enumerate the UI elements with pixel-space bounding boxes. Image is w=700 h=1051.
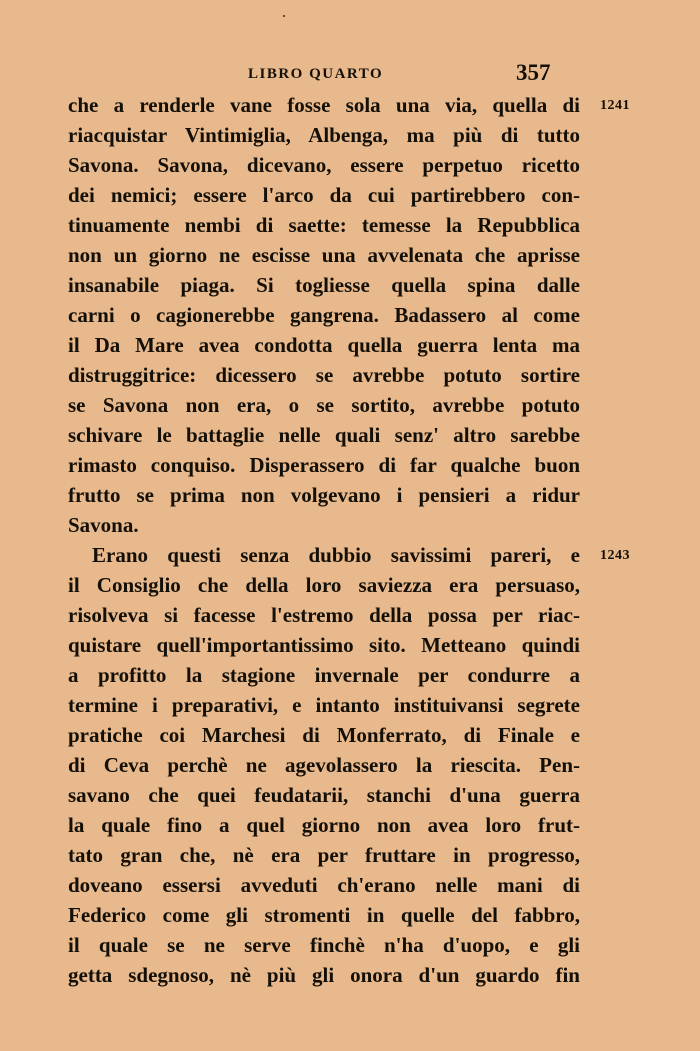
text-line: il Da Mare avea condotta quella guerra lenta ma <box>68 333 580 357</box>
text-line: il Consiglio che della loro saviezza era persuaso, <box>68 573 580 597</box>
text-line: pratiche coi Marchesi di Monferrato, di Finale e <box>68 723 580 747</box>
text-line: schivare le battaglie nelle quali senz' altro sarebbe <box>68 423 580 447</box>
paragraph <box>68 90 580 540</box>
body-text <box>68 90 580 990</box>
margin-year-note: 1241 <box>600 98 630 113</box>
text-line: riacquistar Vintimiglia, Albenga, ma più di tutto <box>68 123 580 147</box>
text-line: se Savona non era, o se sortito, avrebbe potuto <box>68 393 580 417</box>
text-line: a profitto la stagione invernale per condurre a <box>68 663 580 687</box>
text-line: Erano questi senza dubbio savissimi pareri, e <box>92 543 580 567</box>
page-number: 357 <box>516 60 551 85</box>
text-line: tato gran che, nè era per fruttare in progresso, <box>68 843 580 867</box>
text-line: la quale fino a quel giorno non avea loro frut- <box>68 813 580 837</box>
text-line: doveano essersi avveduti ch'erano nelle mani di <box>68 873 580 897</box>
text-line: risolveva si facesse l'estremo della possa per riac- <box>68 603 580 627</box>
text-line: termine i preparativi, e intanto instituivansi segrete <box>68 693 580 717</box>
text-line: insanabile piaga. Si togliesse quella spina dalle <box>68 273 580 297</box>
text-line: savano che quei feudatarii, stanchi d'una guerra <box>68 783 580 807</box>
text-line: distruggitrice: dicessero se avrebbe potuto sortire <box>68 363 580 387</box>
text-line: Federico come gli stromenti in quelle del fabbro, <box>68 903 580 927</box>
text-line: carni o cagionerebbe gangrena. Badassero al come <box>68 303 580 327</box>
running-head <box>68 62 588 88</box>
text-line: che a renderle vane fosse sola una via, quella di <box>68 93 580 117</box>
text-line: Savona. <box>68 513 139 537</box>
paragraph <box>68 540 580 990</box>
text-line: il quale se ne serve finchè n'ha d'uopo, e gli <box>68 933 580 957</box>
text-line: dei nemici; essere l'arco da cui partirebbero con- <box>68 183 580 207</box>
print-speck <box>283 15 285 17</box>
text-line: tinuamente nembi di saette: temesse la Repubblica <box>68 213 580 237</box>
text-line: di Ceva perchè ne agevolassero la riescita. Pen- <box>68 753 580 777</box>
margin-year-note: 1243 <box>600 548 630 563</box>
text-line: frutto se prima non volgevano i pensieri a ridur <box>68 483 580 507</box>
text-line: quistare quell'importantissimo sito. Metteano quindi <box>68 633 580 657</box>
text-line: rimasto conquiso. Disperassero di far qualche buon <box>68 453 580 477</box>
running-title: LIBRO QUARTO <box>248 66 384 82</box>
text-line: getta sdegnoso, nè più gli onora d'un guardo fin <box>68 963 580 987</box>
text-line: non un giorno ne escisse una avvelenata che aprisse <box>68 243 580 267</box>
text-line: Savona. Savona, dicevano, essere perpetuo ricetto <box>68 153 580 177</box>
